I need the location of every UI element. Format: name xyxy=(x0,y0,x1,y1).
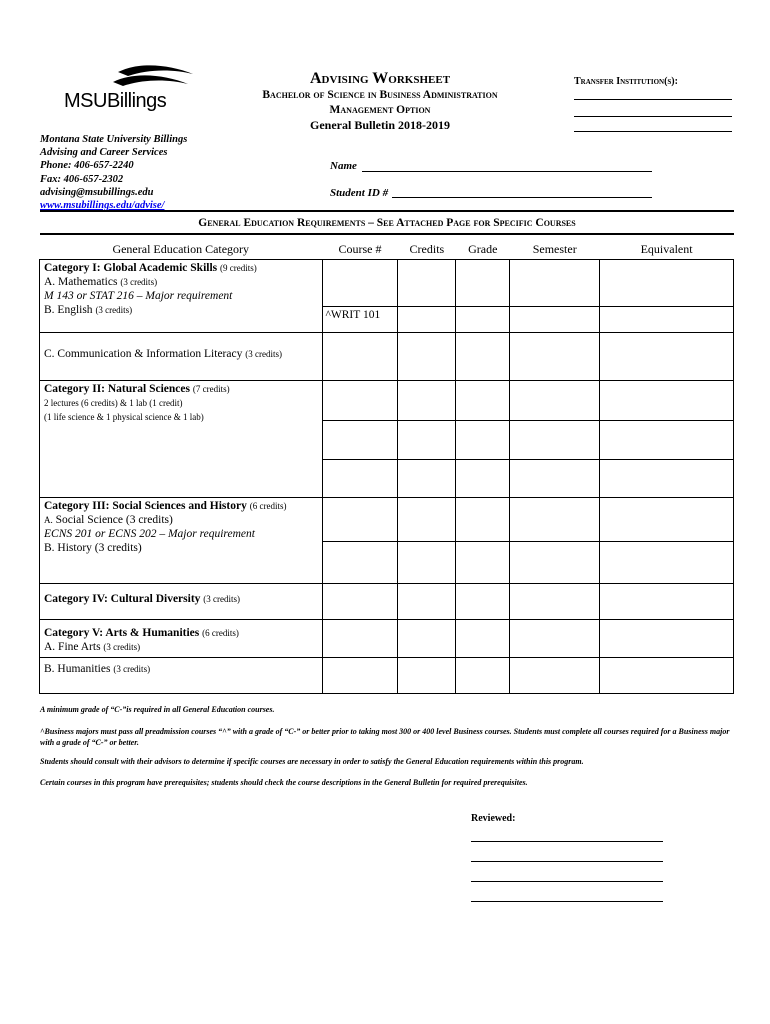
communication-cell: C. Communication & Information Literacy (3 credits) xyxy=(40,333,323,381)
semester-cell[interactable] xyxy=(510,421,600,460)
semester-cell[interactable] xyxy=(510,460,600,498)
table-row xyxy=(40,658,734,694)
humanities-cell: B. Humanities (3 credits) xyxy=(40,658,323,694)
credits-cell[interactable] xyxy=(398,658,456,694)
semester-cell[interactable] xyxy=(510,620,600,658)
credits-cell[interactable] xyxy=(398,542,456,584)
grade-cell[interactable] xyxy=(456,421,510,460)
grade-cell[interactable] xyxy=(456,260,510,307)
transfer-field-1[interactable] xyxy=(574,99,732,100)
reviewed-line-3[interactable] xyxy=(471,881,663,882)
grade-cell[interactable] xyxy=(456,658,510,694)
credits-cell[interactable] xyxy=(398,584,456,620)
student-id-label: Student ID # xyxy=(330,187,389,199)
col-header-credits: Credits xyxy=(409,242,445,256)
category-1-cell: Category I: Global Academic Skills (9 credits) A. Mathematics (3 credits) M 143 or STAT 216 – Major requirement B. English (3 credits) xyxy=(40,260,323,333)
bulletin-title: General Bulletin 2018-2019 xyxy=(310,118,450,132)
humanities-label: B. Humanities xyxy=(44,663,111,675)
semester-cell[interactable] xyxy=(510,542,600,584)
table-header-row xyxy=(40,240,734,260)
gen-ed-table xyxy=(39,240,734,694)
course-cell[interactable] xyxy=(322,584,398,620)
reviewed-line-1[interactable] xyxy=(471,841,663,842)
reviewed-line-2[interactable] xyxy=(471,861,663,862)
table-row xyxy=(40,620,734,658)
col-header-equivalent: Equivalent xyxy=(640,242,693,256)
degree-title: Bachelor of Science in Business Administration xyxy=(262,89,498,101)
category-4-title: Category IV: Cultural Diversity xyxy=(44,593,201,605)
table-row xyxy=(40,260,734,307)
contact-line: Montana State University Billings xyxy=(40,134,188,145)
category-2-title: Category II: Natural Sciences xyxy=(44,383,190,395)
table-row xyxy=(40,381,734,421)
section-heading: General Education Requirements – See Attached Page for Specific Courses xyxy=(198,217,576,229)
equivalent-cell[interactable] xyxy=(600,658,734,694)
grade-cell[interactable] xyxy=(456,498,510,542)
contact-fax: Fax: 406-657-2302 xyxy=(40,173,124,185)
science-lecture-note: 2 lectures (6 credits) & 1 lab (1 credit) xyxy=(44,398,183,408)
equivalent-cell[interactable] xyxy=(600,498,734,542)
transfer-field-2[interactable] xyxy=(574,116,732,117)
semester-cell[interactable] xyxy=(510,381,600,421)
note-preadmission: ^Business majors must pass all preadmission courses “^” with a grade of “C-” or better prior to taking most 300 or 400 level Business courses. Students must complete all courses required for a Business major with a grade of “C-” or better. xyxy=(40,727,730,747)
equivalent-cell[interactable] xyxy=(600,260,734,307)
page-title: Advising Worksheet xyxy=(309,70,451,87)
semester-cell[interactable] xyxy=(510,260,600,307)
col-header-course: Course # xyxy=(338,242,382,256)
category-2-cell: Category II: Natural Sciences (7 credits) 2 lectures (6 credits) & 1 lab (1 credit) (1 life science & 1 physical science & 1 lab) xyxy=(40,381,323,498)
ecns-requirement: ECNS 201 or ECNS 202 – Major requirement xyxy=(44,528,255,540)
grade-cell[interactable] xyxy=(456,584,510,620)
transfer-field-3[interactable] xyxy=(574,131,732,132)
course-cell[interactable] xyxy=(322,381,398,421)
contact-block xyxy=(40,133,187,212)
equivalent-cell[interactable] xyxy=(600,333,734,381)
table-row xyxy=(40,333,734,381)
col-header-category: General Education Category xyxy=(112,242,250,256)
logo-wordmark: MSUBillings xyxy=(64,90,167,112)
credits-cell[interactable] xyxy=(398,260,456,307)
course-cell[interactable] xyxy=(322,421,398,460)
credits-cell[interactable] xyxy=(398,498,456,542)
msu-billings-logo xyxy=(58,64,218,116)
equivalent-cell[interactable] xyxy=(600,381,734,421)
grade-cell[interactable] xyxy=(456,381,510,421)
note-min-grade: A minimum grade of “C-”is required in all General Education courses. xyxy=(40,705,275,714)
category-3-cell: Category III: Social Sciences and History (6 credits) A. Social Science (3 credits) ECNS 201 or ECNS 202 – Major requirement B. History (3 credits) xyxy=(40,498,323,584)
grade-cell[interactable] xyxy=(456,333,510,381)
name-field[interactable] xyxy=(362,171,652,172)
equivalent-cell[interactable] xyxy=(600,307,734,333)
semester-cell[interactable] xyxy=(510,584,600,620)
table-row xyxy=(40,584,734,620)
course-cell[interactable] xyxy=(322,620,398,658)
credits-cell[interactable] xyxy=(398,620,456,658)
name-label: Name xyxy=(330,160,357,172)
social-science-label: Social Science (3 credits) xyxy=(55,514,173,526)
note-prerequisites: Certain courses in this program have prerequisites; students should check the course descriptions in the General Bulletin for required prerequisites. xyxy=(40,778,528,787)
course-cell[interactable] xyxy=(322,542,398,584)
category-5-cell: Category V: Arts & Humanities (6 credits) A. Fine Arts (3 credits) xyxy=(40,620,323,658)
course-cell[interactable] xyxy=(322,658,398,694)
credits-cell[interactable] xyxy=(398,307,456,333)
equivalent-cell[interactable] xyxy=(600,421,734,460)
equivalent-cell[interactable] xyxy=(600,542,734,584)
table-row xyxy=(40,498,734,542)
reviewed-line-4[interactable] xyxy=(471,901,663,902)
credits-cell[interactable] xyxy=(398,381,456,421)
note-consult-advisor: Students should consult with their advisors to determine if specific courses are necessary in order to satisfy the General Education requirements within this program. xyxy=(40,757,584,766)
student-id-field[interactable] xyxy=(392,197,652,198)
course-cell[interactable] xyxy=(322,260,398,307)
course-cell[interactable] xyxy=(322,460,398,498)
history-label: B. History (3 credits) xyxy=(44,542,142,554)
english-label: B. English xyxy=(44,304,93,316)
course-cell[interactable] xyxy=(322,498,398,542)
equivalent-cell[interactable] xyxy=(600,620,734,658)
option-title: Management Option xyxy=(329,104,431,116)
category-5-title: Category V: Arts & Humanities xyxy=(44,627,200,639)
category-1-title: Category I: Global Academic Skills xyxy=(44,262,218,274)
grade-cell[interactable] xyxy=(456,542,510,584)
math-requirement: M 143 or STAT 216 – Major requirement xyxy=(44,290,233,302)
course-cell[interactable] xyxy=(322,333,398,381)
writ-course: ^WRIT 101 xyxy=(325,309,381,321)
communication-label: C. Communication & Information Literacy xyxy=(44,348,243,360)
grade-cell[interactable] xyxy=(456,307,510,333)
credits-cell[interactable] xyxy=(398,333,456,381)
col-header-grade: Grade xyxy=(468,242,498,256)
section-rule xyxy=(40,233,734,235)
equivalent-cell[interactable] xyxy=(600,584,734,620)
transfer-label: Transfer Institution(s): xyxy=(574,76,678,87)
contact-email: advising@msubillings.edu xyxy=(40,186,154,198)
science-lab-note: (1 life science & 1 physical science & 1 lab) xyxy=(44,412,204,422)
credits-cell[interactable] xyxy=(398,460,456,498)
credits-cell[interactable] xyxy=(398,421,456,460)
reviewed-label: Reviewed: xyxy=(471,813,516,824)
grade-cell[interactable] xyxy=(456,460,510,498)
contact-line: Advising and Career Services xyxy=(40,147,168,159)
category-4-cell: Category IV: Cultural Diversity (3 credits) xyxy=(40,584,323,620)
col-header-semester: Semester xyxy=(532,242,577,256)
equivalent-cell[interactable] xyxy=(600,460,734,498)
course-cell[interactable] xyxy=(322,307,398,333)
semester-cell[interactable] xyxy=(510,658,600,694)
top-rule xyxy=(40,210,734,212)
contact-phone: Phone: 406-657-2240 xyxy=(40,160,134,172)
semester-cell[interactable] xyxy=(510,307,600,333)
advise-link[interactable]: www.msubillings.edu/advise/ xyxy=(40,200,165,212)
grade-cell[interactable] xyxy=(456,620,510,658)
semester-cell[interactable] xyxy=(510,498,600,542)
math-label: A. Mathematics xyxy=(44,276,118,288)
category-3-title: Category III: Social Sciences and History xyxy=(44,500,247,512)
semester-cell[interactable] xyxy=(510,333,600,381)
fine-arts-label: A. Fine Arts xyxy=(44,641,101,653)
